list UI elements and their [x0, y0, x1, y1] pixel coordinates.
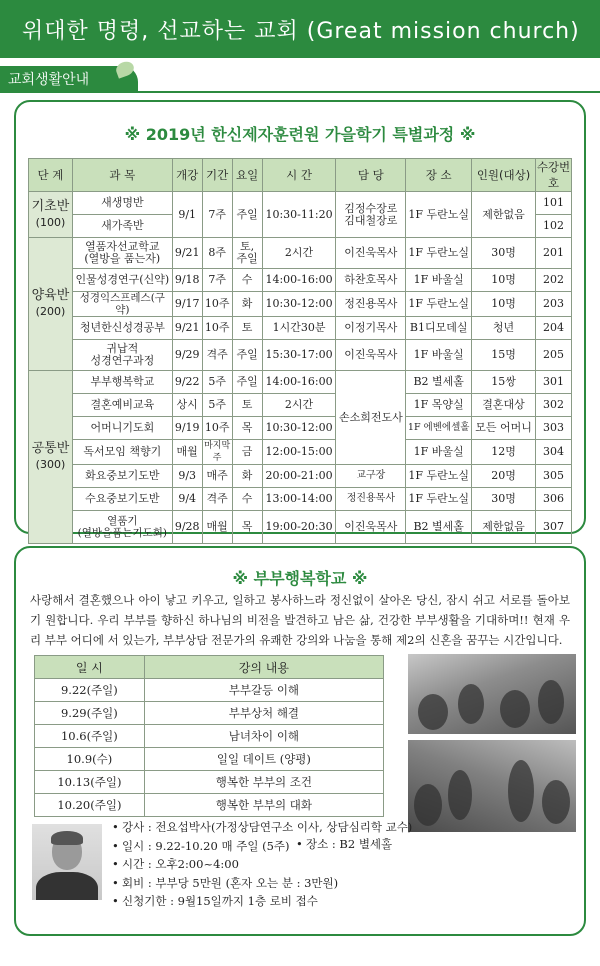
- table-row: [35, 771, 384, 794]
- subject-cell: 인물성경연구(신약): [72, 269, 172, 292]
- subject-cell: 부부행복학교: [72, 371, 172, 394]
- group-cell: [29, 192, 73, 238]
- time-cell: 20:00-21:00: [262, 465, 336, 488]
- header-cell: 기간: [202, 159, 232, 192]
- table-row: [29, 465, 572, 488]
- period-cell: 마지막주: [204, 441, 231, 463]
- number-cell: 301: [535, 371, 571, 394]
- place-cell: 1F 바울실: [406, 269, 472, 292]
- people-cell: 제한없음: [472, 192, 536, 238]
- number-cell: 101: [535, 192, 571, 215]
- time-cell: 10:30-12:00: [262, 417, 336, 440]
- period-cell: 7주: [202, 269, 232, 292]
- people-cell: 10명: [472, 292, 536, 317]
- section-tab-label: 교회생활안내: [8, 72, 90, 88]
- subject-cell: 독서모임 책향기: [72, 440, 172, 465]
- day-cell: 주일: [232, 192, 262, 238]
- group-code: (300): [35, 458, 66, 471]
- table-row: [35, 748, 384, 771]
- start-cell: 9/21: [172, 238, 202, 269]
- start-cell: 9/28: [172, 511, 202, 544]
- group-photo: [408, 654, 576, 734]
- place-cell: B2 별세홀: [406, 511, 472, 544]
- number-cell: 305: [535, 465, 571, 488]
- time-cell: 14:00-16:00: [262, 269, 336, 292]
- start-cell: 매월: [172, 440, 202, 465]
- detail-deadline: • 신청기한 : 9월15일까지 1층 로비 접수: [112, 894, 318, 908]
- section-divider: [0, 91, 600, 93]
- couple-school-intro: 사랑해서 결혼했으나 아이 낳고 키우고, 일하고 봉사하느라 정신없이 살아온 당신, 잠시 쉬고 서로를 돌아보기 원합니다. 우리 부부를 향하신 하나님의 비전을 발견하고 남은 삶, 건강한 부부생활을 기대하며!! 현재 우리 부부 어디에 서 있는가, 부부상담 전문가의 유쾌한 강의와 나눔을 통해 제2의 신혼을 꿈꾸는 시간입니다.: [30, 593, 570, 647]
- people-cell: 10명: [472, 269, 536, 292]
- place-cell: 1F 바울실: [406, 340, 472, 371]
- topic-cell: 행복한 부부의 조건: [144, 771, 383, 794]
- people-cell: 30명: [472, 488, 536, 511]
- place-cell: B1디모데실: [406, 317, 472, 340]
- table-row: [35, 725, 384, 748]
- place-cell: 1F 두란노실: [406, 238, 472, 269]
- detail-lecturer: • 강사 : 전요섭박사(가정상담연구소 이사, 상담심리학 교수): [112, 820, 413, 834]
- people-cell: 결혼대상: [472, 394, 536, 417]
- period-cell: 매주: [202, 465, 232, 488]
- number-cell: 302: [535, 394, 571, 417]
- people-cell: 30명: [472, 238, 536, 269]
- period-cell: 7주: [202, 192, 232, 238]
- people-cell: 12명: [472, 440, 536, 465]
- group-cell: [29, 371, 73, 544]
- subject-cell: 새생명반: [72, 192, 172, 215]
- group-name: 기초반: [31, 198, 70, 214]
- place-cell: 1F 두란노실: [406, 292, 472, 317]
- lead-cell: 교구장: [336, 465, 406, 488]
- table-row: [35, 794, 384, 817]
- day-cell: 목: [232, 511, 262, 544]
- time-cell: 19:00-20:30: [262, 511, 336, 544]
- day-cell: 화: [232, 292, 262, 317]
- header-cell: 강의 내용: [144, 656, 383, 679]
- table-row: [29, 269, 572, 292]
- lead-cell: 정진용목사: [336, 488, 406, 511]
- table-row: [29, 417, 572, 440]
- place-cell: 1F 두란노실: [406, 465, 472, 488]
- subject-cell: 성경익스프레스(구약): [72, 292, 172, 317]
- topic-cell: 부부갈등 이해: [144, 679, 383, 702]
- time-cell: 12:00-15:00: [262, 440, 336, 465]
- place-cell: 1F 바울실: [406, 440, 472, 465]
- start-cell: 9/21: [172, 317, 202, 340]
- day-cell: 수: [232, 269, 262, 292]
- subject-cell: 어머니기도회: [72, 417, 172, 440]
- period-cell: 5주: [202, 371, 232, 394]
- day-cell: 목: [232, 417, 262, 440]
- group-code: (100): [35, 215, 66, 229]
- place-cell: 1F 두란노실: [406, 192, 472, 238]
- start-cell: 9/29: [172, 340, 202, 371]
- number-cell: 201: [535, 238, 571, 269]
- lead-cell: 이진욱목사: [336, 340, 406, 371]
- day-cell: 토, 주일: [232, 238, 262, 269]
- period-cell: 격주: [202, 488, 232, 511]
- period-cell: 격주: [202, 340, 232, 371]
- table-header-row: [29, 159, 572, 192]
- course-schedule-table: [28, 158, 572, 544]
- date-cell: 10.6(주일): [35, 725, 145, 748]
- topic-cell: 일일 데이트 (양평): [144, 748, 383, 771]
- lead-cell: 정진용목사: [336, 292, 406, 317]
- table-row: [29, 238, 572, 269]
- period-cell: 매월: [202, 511, 232, 544]
- date-cell: 9.29(주일): [35, 702, 145, 725]
- topic-cell: 행복한 부부의 대화: [144, 794, 383, 817]
- start-cell: 상시: [172, 394, 202, 417]
- day-cell: 주일: [232, 340, 262, 371]
- lead-cell: 손소희전도사: [336, 371, 406, 465]
- people-cell: 20명: [472, 465, 536, 488]
- place-cell: 1F 에벤에셀홀: [406, 417, 472, 440]
- period-cell: 10주: [202, 417, 232, 440]
- lecture-photo: [408, 740, 576, 832]
- group-code: (200): [35, 305, 66, 318]
- course-schedule-title: ※ 2019년 한신제자훈련원 가을학기 특별과정 ※: [124, 125, 476, 144]
- start-cell: 9/1: [172, 192, 202, 238]
- day-cell: 수: [232, 488, 262, 511]
- topic-cell: 남녀차이 이해: [144, 725, 383, 748]
- table-row: [29, 440, 572, 465]
- number-cell: 102: [535, 215, 571, 238]
- top-banner: [0, 0, 600, 58]
- people-cell: 제한없음: [472, 511, 536, 544]
- number-cell: 205: [535, 340, 571, 371]
- number-cell: 202: [535, 269, 571, 292]
- number-cell: 304: [535, 440, 571, 465]
- table-row: [29, 340, 572, 371]
- group-cell: [29, 238, 73, 371]
- start-cell: 9/22: [172, 371, 202, 394]
- number-cell: 204: [535, 317, 571, 340]
- table-row: [29, 192, 572, 215]
- couple-school-title: ※ 부부행복학교 ※: [232, 569, 368, 588]
- topic-cell: 부부상처 해결: [144, 702, 383, 725]
- lead-cell: 이진욱목사: [336, 238, 406, 269]
- detail-fee: • 회비 : 부부당 5만원 (혼자 오는 분 : 3만원): [112, 875, 339, 890]
- time-cell: 10:30-12:00: [262, 292, 336, 317]
- date-cell: 10.9(수): [35, 748, 145, 771]
- time-cell: 15:30-17:00: [262, 340, 336, 371]
- subject-cell: 청년한신성경공부: [72, 317, 172, 340]
- couple-school-box: [14, 546, 586, 936]
- header-cell: 시 간: [262, 159, 336, 192]
- place-cell: B2 별세홀: [406, 371, 472, 394]
- header-cell: 인원(대상): [472, 159, 536, 192]
- course-details: [112, 818, 412, 911]
- people-cell: 모든 어머니: [472, 417, 536, 440]
- time-cell: 1시간30분: [262, 317, 336, 340]
- lecturer-photo: [32, 824, 102, 900]
- date-cell: 10.20(주일): [35, 794, 145, 817]
- period-cell: 10주: [202, 317, 232, 340]
- place-cell: 1F 목양실: [406, 394, 472, 417]
- table-row: [35, 702, 384, 725]
- people-cell: 청년: [472, 317, 536, 340]
- header-cell: 요일: [232, 159, 262, 192]
- date-cell: 9.22(주일): [35, 679, 145, 702]
- header-cell: 수강번호: [536, 160, 571, 190]
- time-cell: 2시간: [262, 394, 336, 417]
- course-schedule-box: [14, 100, 586, 539]
- header-cell: 장 소: [406, 159, 472, 192]
- lead-cell: 이정기목사: [336, 317, 406, 340]
- subject-cell: 결혼예비교육: [72, 394, 172, 417]
- detail-time: • 시간 : 오후2:00~4:00: [112, 857, 239, 871]
- people-cell: 15쌍: [472, 371, 536, 394]
- table-row: [29, 394, 572, 417]
- time-cell: 10:30-11:20: [262, 192, 336, 238]
- number-cell: 307: [535, 511, 571, 544]
- time-cell: 14:00-16:00: [262, 371, 336, 394]
- header-cell: 일 시: [35, 656, 145, 679]
- day-cell: 토: [232, 394, 262, 417]
- date-cell: 10.13(주일): [35, 771, 145, 794]
- group-name: 양육반: [31, 288, 70, 303]
- start-cell: 9/18: [172, 269, 202, 292]
- subject-cell: 귀납적 성경연구과정: [72, 340, 172, 371]
- day-cell: 주일: [232, 371, 262, 394]
- start-cell: 9/19: [172, 417, 202, 440]
- number-cell: 306: [535, 488, 571, 511]
- table-row: [29, 317, 572, 340]
- table-row: [29, 488, 572, 511]
- lead-cell: 김정수장로 김대철장로: [336, 192, 406, 238]
- subject-cell: 열품자선교학교 (열방을 품는자): [72, 238, 172, 269]
- table-row: [29, 292, 572, 317]
- table-row: [29, 511, 572, 544]
- table-header-row: [35, 656, 384, 679]
- subject-cell: 새가족반: [72, 215, 172, 238]
- subject-cell: 수요중보기도반: [72, 488, 172, 511]
- subject-cell: 열품기 (열방을품는기도회): [72, 511, 172, 544]
- period-cell: 8주: [202, 238, 232, 269]
- period-cell: 5주: [202, 394, 232, 417]
- table-row: [29, 371, 572, 394]
- day-cell: 화: [232, 465, 262, 488]
- lecture-table: [34, 655, 384, 817]
- detail-schedule: • 일시 : 9.22-10.20 매 주일 (5주): [112, 838, 290, 853]
- time-cell: 13:00-14:00: [262, 488, 336, 511]
- start-cell: 9/4: [172, 488, 202, 511]
- header-cell: 단 계: [29, 159, 73, 192]
- time-cell: 2시간: [262, 238, 336, 269]
- subject-cell: 화요중보기도반: [72, 465, 172, 488]
- header-cell: 담 당: [336, 159, 406, 192]
- banner-title: 위대한 명령, 선교하는 교회 (Great mission church): [22, 19, 580, 44]
- number-cell: 303: [535, 417, 571, 440]
- number-cell: 203: [535, 292, 571, 317]
- lead-cell: 하찬호목사: [336, 269, 406, 292]
- table-row: [35, 679, 384, 702]
- header-cell: 과 목: [72, 159, 172, 192]
- start-cell: 9/3: [172, 465, 202, 488]
- day-cell: 금: [232, 440, 262, 465]
- lead-cell: 이진욱목사: [336, 511, 406, 544]
- detail-place: • 장소 : B2 별세홀: [296, 837, 393, 851]
- period-cell: 10주: [202, 292, 232, 317]
- day-cell: 토: [232, 317, 262, 340]
- start-cell: 9/17: [172, 292, 202, 317]
- people-cell: 15명: [472, 340, 536, 371]
- header-cell: 개강: [172, 159, 202, 192]
- group-name: 공통반: [31, 441, 70, 456]
- place-cell: 1F 두란노실: [406, 488, 472, 511]
